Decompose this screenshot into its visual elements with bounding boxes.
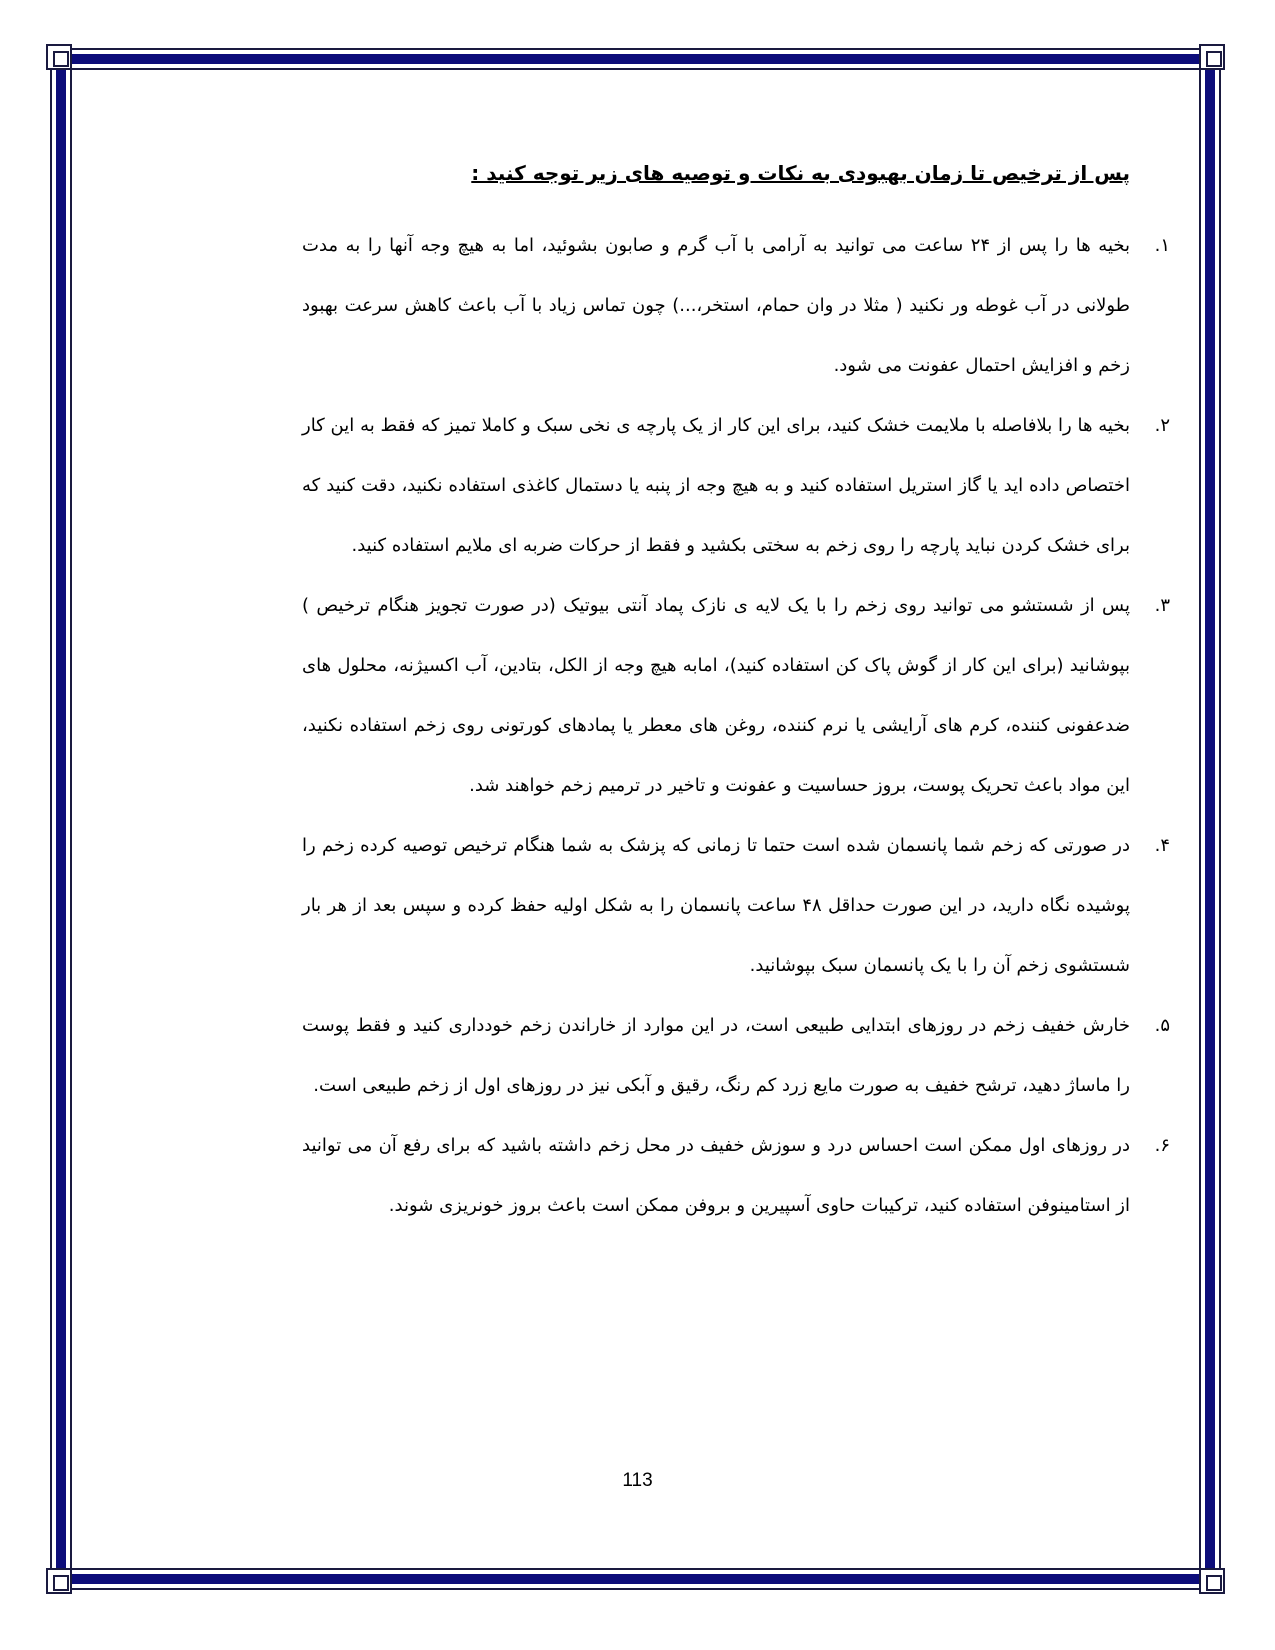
list-item-number: ۵.: [1154, 1015, 1170, 1036]
list-item: [302, 216, 1170, 396]
list-item: [302, 996, 1170, 1116]
corner-ornament-top-left: [46, 44, 72, 70]
list-item-number: ۲.: [1154, 415, 1170, 436]
corner-ornament-top-right: [1199, 44, 1225, 70]
corner-ornament-bottom-left: [46, 1568, 72, 1594]
list-item-number: ۴.: [1154, 835, 1170, 856]
list-item-text: در صورتی که زخم شما پانسمان شده است حتما تا زمانی که پزشک به شما هنگام ترخیص توصیه کرده زخم را پوشیده نگاه دارید، در این صورت حداقل ۴۸ ساعت پانسمان را به شکل اولیه حفظ کرده و سپس بعد از هر بار شستشوی زخم آن را با یک پانسمان سبک بپوشانید.: [302, 835, 1130, 976]
tips-list: [150, 216, 1170, 1236]
page-heading: پس از ترخیص تا زمان بهبودی به نکات و توصیه های زیر توجه کنید :: [471, 161, 1130, 185]
list-item-text: خارش خفیف زخم در روزهای ابتدایی طبیعی است، در این موارد از خاراندن زخم خودداری کنید و فقط پوست را ماساژ دهید، ترشح خفیف به صورت مایع زرد کم رنگ، رقیق و آبکی نیز در روزهای اول از زخم طبیعی است.: [302, 1015, 1130, 1096]
list-item: [302, 576, 1170, 816]
list-item-text: در روزهای اول ممکن است احساس درد و سوزش خفیف در محل زخم داشته باشید که برای رفع آن می توانید از استامینوفن استفاده کنید، ترکیبات حاوی آسپیرین و بروفن ممکن است باعث بروز خونریزی شوند.: [302, 1135, 1130, 1216]
corner-ornament-bottom-right: [1199, 1568, 1225, 1594]
list-item-text: بخیه ها را پس از ۲۴ ساعت می توانید به آرامی با آب گرم و صابون بشوئید، اما به هیچ وجه آنها را به مدت طولانی در آب غوطه ور نکنید ( مثلا در وان حمام، استخر،...) چون تماس زیاد با آب باعث کاهش سرعت بهبود زخم و افزایش احتمال عفونت می شود.: [302, 235, 1131, 376]
list-item-number: ۶.: [1154, 1135, 1170, 1156]
list-item: [302, 816, 1170, 996]
list-item: [302, 396, 1170, 576]
list-item-number: ۱.: [1154, 235, 1170, 256]
document-body: [150, 150, 1170, 1236]
list-item-text: پس از شستشو می توانید روی زخم را با یک لایه ی نازک پماد آنتی بیوتیک (در صورت تجویز هنگام ترخیص ) بپوشانید (برای این کار از گوش پاک کن استفاده کنید)، امابه هیچ وجه از الکل، بتادین، آب اکسیژنه، محلول های ضدعفونی کننده، کرم های آرایشی یا نرم کننده، روغن های معطر یا پمادهای کورتونی روی زخم استفاده نکنید، این مواد باعث تحریک پوست، بروز حساسیت و عفونت و تاخیر در ترمیم زخم خواهند شد.: [302, 595, 1130, 796]
page-number: 113: [622, 1470, 653, 1491]
list-item-text: بخیه ها را بلافاصله با ملایمت خشک کنید، برای این کار از یک پارچه ی نخی سبک و کاملا تمیز که فقط به این کار اختصاص داده اید یا گاز استریل استفاده کنید و به هیچ وجه از پنبه یا دستمال کاغذی استفاده نکنید، دقت کنید که برای خشک کردن نباید پارچه را روی زخم به سختی بکشید و فقط از حرکات ضربه ای ملایم استفاده کنید.: [302, 415, 1130, 556]
list-item-number: ۳.: [1154, 595, 1170, 616]
list-item: [302, 1116, 1170, 1236]
